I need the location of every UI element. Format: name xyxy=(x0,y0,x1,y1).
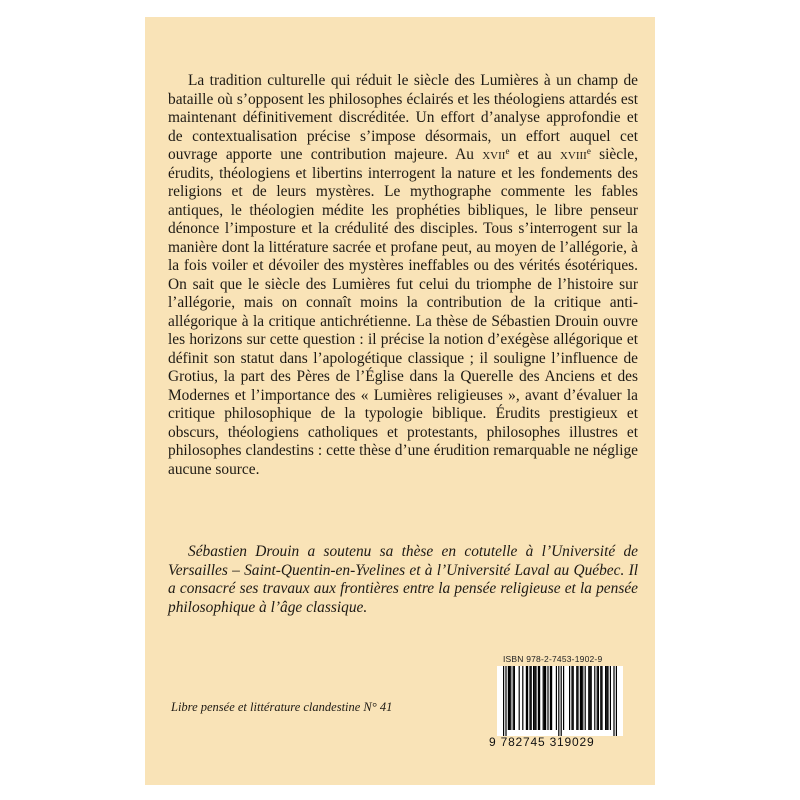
author-bio: Sébastien Drouin a soutenu sa thèse en cotutelle à l’Université de Versailles – Saint-Quentin-en-Yvelines et à l’Université Laval au Québec. Il a consacré ses travaux aux frontières entre la pensée religieuse et la pensée philosophique à l’âge classique. xyxy=(168,543,638,616)
barcode-bar xyxy=(581,666,582,730)
barcode-bar xyxy=(601,666,602,730)
century-suffix: e xyxy=(505,146,510,156)
barcode-bar xyxy=(513,666,514,730)
barcode-bar xyxy=(607,666,608,730)
blurb-paragraph xyxy=(168,72,638,479)
barcode-bar xyxy=(585,666,586,730)
barcode-bar xyxy=(519,666,520,730)
barcode-bar xyxy=(527,666,528,730)
barcode-bar xyxy=(534,666,535,730)
barcode-bar xyxy=(508,666,509,730)
barcode-bar xyxy=(558,666,559,736)
barcode-bar xyxy=(605,666,606,730)
barcode-bar xyxy=(509,666,510,730)
century-18: xviii xyxy=(559,146,587,163)
barcode-bar xyxy=(503,666,504,736)
barcode-bar xyxy=(526,666,527,730)
barcode-bar xyxy=(561,666,562,736)
barcode-bar xyxy=(551,666,552,730)
barcode-bar xyxy=(535,666,536,730)
century-17: xvii xyxy=(482,146,506,163)
barcode-bar xyxy=(544,666,545,730)
barcode-bar xyxy=(576,666,577,730)
barcode-bar xyxy=(606,666,607,730)
barcode-bar xyxy=(594,666,595,730)
barcode-bar xyxy=(539,666,540,730)
barcode-bar xyxy=(598,666,599,730)
ean-digits: 9 782745 319029 xyxy=(489,735,595,749)
barcode-bar xyxy=(582,666,583,730)
blurb-text-3: siècle, érudits, théologiens et libertins interrogent la nature et les fondements des religions et de leurs mystères. Le mythographe commente les fables antiques, le théologien médite les prophéties bibliques, le libre penseur dénonce l’imposture et la crédulité des disciples. Tous s’interrogent sur la manière dont la littérature sacrée et profane peut, au moyen de l’allégorie, à la fois voiler et dévoiler des mystères ineffables ou des vérités ésotériques. On sait que le siècle des Lumières fut celui du triomphe de l’histoire sur l’allégorie, mais on connaît moins la contribution de la critique anti-allégorique à la critique antichrétienne. La thèse de Sébastien Drouin ouvre les horizons sur cette question : il précise la notion d’exégèse allégorique et définit son statut dans l’apologétique classique ; il souligne l’influence de Grotius, la part des Pères de l’Église dans la Querelle des Anciens et des Modernes et l’importance des « Lumières religieuses », avant d’évaluer la critique philosophique de la typologie biblique. Érudits prestigieux et obscurs, théologiens catholiques et protestants, philosophes illustres et philosophes clandestins : cette thèse d’une érudition remarquable ne néglige aucune source. xyxy=(168,146,638,478)
barcode-bar xyxy=(597,666,598,730)
series-title: Libre pensée et littérature clandestine N° 41 xyxy=(171,700,393,714)
back-cover xyxy=(145,17,655,785)
barcode-bar xyxy=(550,666,551,730)
barcode-bar xyxy=(543,666,544,730)
barcode-bar xyxy=(610,666,611,730)
barcode-bar xyxy=(545,666,546,730)
barcode-bar xyxy=(600,666,601,730)
barcode-bar xyxy=(505,666,506,736)
barcode-bar xyxy=(577,666,578,730)
barcode-bar xyxy=(589,666,590,730)
barcode-bar xyxy=(529,666,530,730)
barcode-bar xyxy=(522,666,523,730)
blurb-text-1: La tradition culturelle qui réduit le siècle des Lumières à un champ de bataille où s’opposent les philosophes éclairés et les théologiens attardés est maintenant définitivement discréditée. Un effort d’analyse approfondie et de contextualisation précise s’impose désormais, un effort auquel cet ouvrage apporte une contribution majeure. Au xyxy=(168,72,638,163)
barcode-bars xyxy=(497,666,623,736)
blurb-text-2: et au xyxy=(509,146,560,163)
barcode-graphic xyxy=(497,666,623,736)
barcode-bar xyxy=(547,666,548,730)
barcode-bar xyxy=(538,666,539,730)
barcode-bar xyxy=(533,666,534,730)
barcode-bar xyxy=(580,666,581,730)
isbn-label: ISBN 978-2-7453-1902-9 xyxy=(503,654,603,664)
barcode-bar xyxy=(616,666,617,736)
barcode-bar xyxy=(569,666,570,730)
barcode-bar xyxy=(531,666,532,730)
barcode-bar xyxy=(571,666,572,730)
barcode-bar xyxy=(563,666,564,730)
barcode-bar xyxy=(556,666,557,730)
barcode-bar xyxy=(613,666,614,736)
barcode-bar xyxy=(591,666,592,730)
barcode-bar xyxy=(573,666,574,730)
barcode-block xyxy=(489,654,631,754)
century-suffix: e xyxy=(586,146,591,156)
barcode-bar xyxy=(514,666,515,730)
barcode-bar xyxy=(510,666,511,730)
barcode-bar xyxy=(588,666,589,730)
